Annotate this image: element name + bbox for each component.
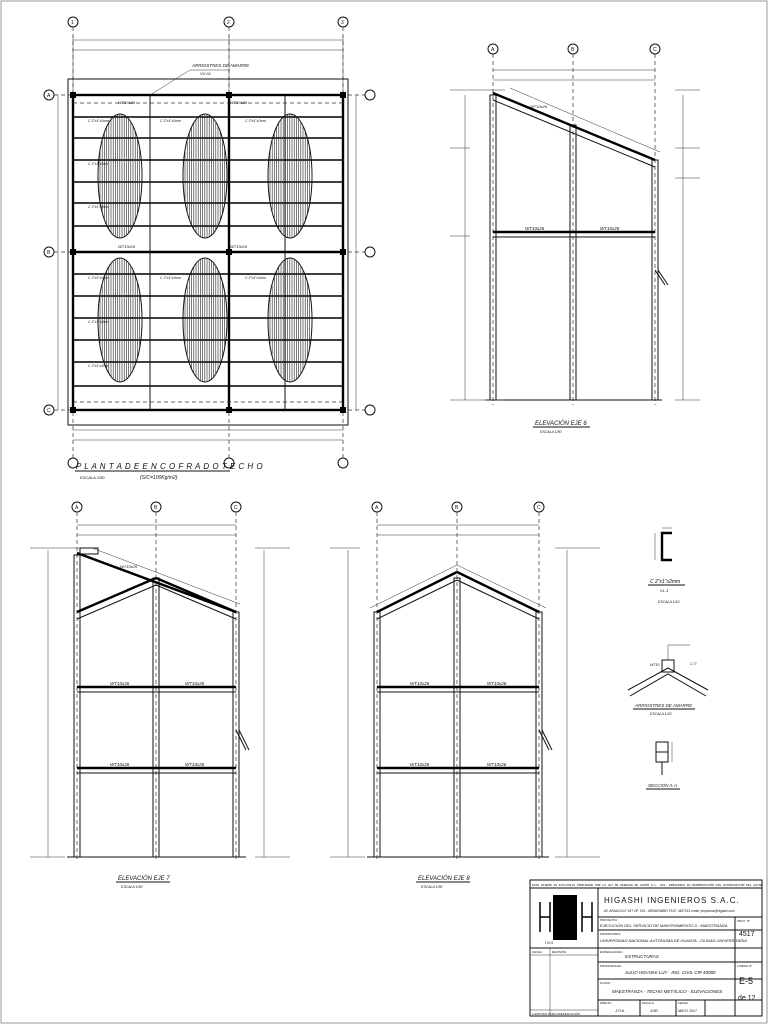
plan-name: MAESTRANZA - TECHO METÁLICO - ELEVACIONES (612, 989, 723, 994)
date: MAYO 2017 (678, 1009, 697, 1013)
detail-ridge-bracing (628, 645, 708, 716)
title-block (530, 880, 763, 1016)
plan-callout-sub: VV-01 (200, 71, 211, 76)
elev7-grid-3: C (234, 505, 238, 511)
logo-letters: I N G (545, 941, 554, 945)
elev6-beam-label-3: WT10x26 (530, 104, 548, 109)
rev-col-1: REVISIÓN (552, 950, 567, 954)
elev8-scale: ESCALA 1/50 (421, 885, 443, 889)
plan-grid-C: C (47, 408, 51, 414)
drawer: J.P.A. (615, 1008, 626, 1013)
plan-purlin-label-3: C 3"x1"x2mm (88, 205, 110, 209)
plan-grid-3: 3 (341, 20, 344, 26)
detail-section-a-a (646, 742, 680, 789)
plan-grid-A: A (47, 93, 51, 99)
plan-grid-1: 1 (71, 20, 74, 26)
professional-label: PROFESIONAL: (600, 964, 623, 968)
professional: JULIO HIGASHI LUY - ING. CIVIL CIP 40080 (625, 970, 716, 975)
plan-beam-label-1: WT10x26 (118, 100, 136, 105)
elev6-grid-3: C (653, 47, 657, 53)
elev6-beam-label-2: WT10x26 (600, 226, 620, 231)
company-address: AV. ARAUCA N° 437 OF. 203 - ARMATAMBO TELF. 4457213 email: proyectos@higashi.com (604, 909, 735, 913)
elev7-scale: ESCALA 1/50 (121, 885, 143, 889)
plan-grid-2: 2 (227, 20, 230, 26)
elev8-beam-label-3: WT10x26 (410, 762, 430, 767)
arriostres-scale: ESCALA 1/20 (650, 712, 672, 716)
elevation-axis-8 (330, 502, 600, 889)
issue-note: A EMITIDO PARA PRESENTACIÓN (532, 1012, 581, 1016)
specialty-label: ESPECIALIDAD: (600, 950, 623, 954)
elev8-grid-2: B (455, 505, 459, 511)
sheet-border (1, 1, 767, 1023)
elev7-beam-label-2: WT10x26 (185, 681, 205, 686)
plan-beam-label-3: WT10x26 (118, 244, 136, 249)
plan-load: (S/C=100Kg/m2) (140, 475, 178, 481)
owner-name: UNIVERSIDAD NACIONAL AUTÓNOMA DE HUANTA - CIUDAD UNIVERSITARIA (600, 938, 747, 943)
elev7-beam-label-5: WT10x26 (120, 564, 138, 569)
project-label: PROYECTO: (600, 918, 618, 922)
channel-scale: ESCALA 1/10 (658, 600, 680, 604)
plan-title: P L A N T A D E E N C O F R A D O T E C H O (76, 462, 264, 471)
proj-no-label: PROY. N° (737, 919, 751, 923)
owner-label: PROPIETARIO: (600, 932, 622, 936)
plan-purlin-label-6: C 3"x1"x2mm (88, 364, 110, 368)
plan-purlin-label-10: C 3"x1"x2mm (245, 276, 267, 280)
roof-framing-plan (44, 17, 375, 481)
company-logo-icon (540, 895, 592, 940)
company-name: HIGASHI INGENIEROS S.A.C. (604, 896, 740, 905)
ridge-callout-1: WT10 (650, 663, 660, 667)
elev8-beam-label-4: WT10x26 (487, 762, 507, 767)
plan-beam-label-2: WT10x26 (230, 100, 248, 105)
proj-no: 4517 (739, 931, 755, 938)
specialty: ESTRUCTURAS (625, 954, 659, 959)
plan-callout-arriostres: ARRIOSTRES DE AMARRE (192, 63, 250, 68)
sheet-of: de 12 (738, 995, 756, 1002)
elev6-grid-2: B (571, 47, 575, 53)
plan-purlin-label-2: C 3"x1"x2mm (88, 162, 110, 166)
sheet-label: LÁMINA N° (737, 964, 753, 968)
elev6-title: ELEVACIÓN EJE 6 (535, 421, 587, 427)
plan-purlin-label-4: C 3"x1"x2mm (88, 276, 110, 280)
elev7-grid-1: A (75, 505, 79, 511)
scale: 1/50 (650, 1008, 658, 1013)
sheet: E-5 (739, 976, 754, 986)
plan-label: PLANO : (600, 981, 612, 985)
plan-scale: ESCALA 1/50 (80, 475, 105, 480)
elev6-grid-1: A (491, 47, 495, 53)
elev7-grid-2: B (154, 505, 158, 511)
elev7-beam-label-1: WT10x26 (110, 681, 130, 686)
plan-purlin-label-8: C 3"x1"x2mm (160, 276, 182, 280)
elev8-beam-label-1: WT10x26 (410, 681, 430, 686)
detail-channel-section (648, 528, 685, 604)
disclaimer: ESTE DISEÑO ES EXCLUSIVA PROPIEDAD POR LA LEY DE DERECHO DE AUTOR D.L. 822. PROHIBIDA SU REPRODUCCIÓN SIN AUTORIZACIÓN DEL AUTOR (532, 884, 763, 887)
elevation-axis-7 (30, 502, 290, 889)
arriostres-title: ARRIOSTRES DE AMARRE (635, 703, 693, 708)
elevation-axis-6 (450, 44, 700, 434)
channel-sub: VL-1 (660, 588, 669, 593)
elev7-title: ELEVACIÓN EJE 7 (118, 876, 170, 882)
project-name: EJECUCIÓN DEL SERVICIO DE MANTENIMIENTO II - MAESTRANZA (600, 923, 728, 928)
plan-purlin-label-7: C 3"x1"x2mm (160, 119, 182, 123)
rev-col-2: FECHA (532, 950, 543, 954)
elev8-grid-1: A (375, 505, 379, 511)
elev7-beam-label-3: WT10x26 (110, 762, 130, 767)
section-title: SECCIÓN A-A (648, 783, 678, 788)
plan-grid-B: B (47, 250, 51, 256)
plan-purlin-label-9: C 3"x1"x2mm (245, 119, 267, 123)
plan-purlin-label-1: C 3"x1"x2mm (88, 119, 110, 123)
elev6-scale: ESCALA 1/50 (540, 430, 562, 434)
plan-beam-label-4: WT10x26 (230, 244, 248, 249)
elev6-beam-label-1: WT10x26 (525, 226, 545, 231)
elev8-grid-3: C (537, 505, 541, 511)
scale-label: ESCALA (642, 1001, 654, 1005)
elev8-title: ELEVACIÓN EJE 8 (418, 876, 470, 882)
date-label: FECHA (678, 1001, 689, 1005)
channel-title: C 2"x1"x2mm (650, 579, 681, 585)
elev7-beam-label-4: WT10x26 (185, 762, 205, 767)
plan-purlin-label-5: C 3"x1"x2mm (88, 320, 110, 324)
elev8-beam-label-2: WT10x26 (487, 681, 507, 686)
drawer-label: DIBUJO (600, 1001, 612, 1005)
ridge-callout-2: C 3" (690, 662, 697, 666)
